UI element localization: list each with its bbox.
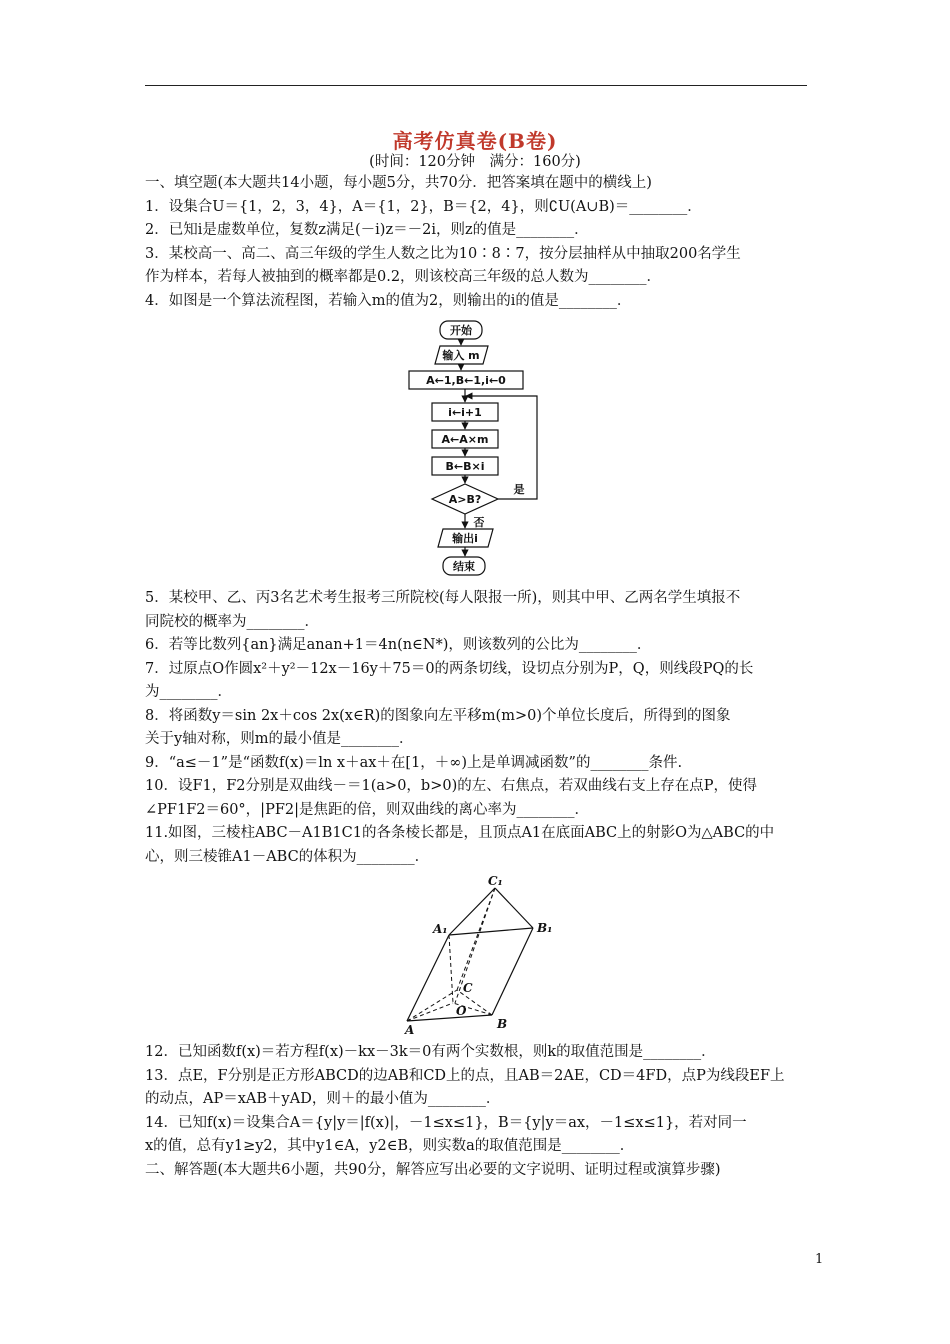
prism-label-a: A xyxy=(405,1023,415,1035)
prism-label-c: C xyxy=(463,981,473,995)
prism-figure xyxy=(145,875,807,1035)
section-heading: 一、填空题(本大题共14小题，每小题5分，共70分．把答案填在题中的横线上) xyxy=(145,175,652,191)
prism-label-c1: C₁ xyxy=(488,875,503,888)
question-line: 9．“a≤－1”是“函数f(x)＝ln x＋ax＋在[1，＋∞)上是单调减函数”的________条件. xyxy=(145,754,683,771)
prism-label-o: O xyxy=(456,1004,467,1018)
question-line: 1．设集合U＝{1，2，3，4}，A＝{1，2}，B＝{2，4}，则∁U(A∪B)＝________． xyxy=(145,198,702,215)
question-line: x的值，总有y1≥y2，其中y1∈A，y2∈B，则实数a的取值范围是________． xyxy=(145,1138,635,1154)
flow-step2-text: A←A×m xyxy=(441,433,489,446)
question-line: ∠PF1F2＝60°，|PF2|是焦距的倍，则双曲线的离心率为________． xyxy=(145,801,589,818)
flow-init-text: A←1,B←1,i←0 xyxy=(426,374,506,387)
flow-step3-text: B←B×i xyxy=(445,460,485,473)
question-line: 12．已知函数f(x)＝若方程f(x)－kx－3k＝0有两个实数根，则k的取值范围是________． xyxy=(145,1044,716,1060)
flow-input-text: 输入 m xyxy=(442,349,480,362)
page-number: 1 xyxy=(815,1252,824,1267)
section-heading: 二、解答题(本大题共6小题，共90分，解答应写出必要的文字说明、证明过程或演算步骤) xyxy=(145,1161,721,1178)
flow-decision-text: A>B? xyxy=(448,493,482,506)
question-line: 3．某校高一、高二、高三年级的学生人数之比为10∶8∶7，按分层抽样从中抽取200名学生 xyxy=(145,245,741,262)
question-line: 为________． xyxy=(145,684,232,700)
question-line: 关于y轴对称，则m的最小值是________． xyxy=(145,731,414,747)
prism-label-a1: A₁ xyxy=(433,922,448,936)
prism-label-b1: B₁ xyxy=(537,921,553,935)
question-line: 4．如图是一个算法流程图，若输入m的值为2，则输出的i的值是________． xyxy=(145,292,632,309)
flow-start-text: 开始 xyxy=(450,324,472,337)
flow-output-text: 输出i xyxy=(452,532,478,545)
question-line: 8．将函数y＝sin 2x＋cos 2x(x∈R)的图象向左平移m(m>0)个单位长度后，所得到的图象 xyxy=(145,707,731,724)
question-line: 14．已知f(x)＝设集合A＝{y|y＝|f(x)|，－1≤x≤1}，B＝{y|y＝ax，－1≤x≤1}，若对同一 xyxy=(145,1114,747,1131)
top-rule xyxy=(145,85,807,86)
flow-yes-label: 是 xyxy=(513,483,525,496)
exam-title: 高考仿真卷(B卷) xyxy=(392,129,558,153)
question-line: 6．若等比数列{an}满足anan+1＝4n(n∈N*)，则该数列的公比为________． xyxy=(145,637,652,653)
question-line: 7．过原点O作圆x²＋y²－12x－16y＋75＝0的两条切线，设切点分别为P，Q，则线段PQ的长 xyxy=(145,660,754,677)
question-line: 11.如图，三棱柱ABC－A1B1C1的各条棱长都是，且顶点A1在底面ABC上的射影O为△ABC的中 xyxy=(145,825,775,841)
question-line: 13．点E，F分别是正方形ABCD的边AB和CD上的点，且AB＝2AE，CD＝4FD，点P为线段EF上 xyxy=(145,1067,785,1084)
flow-end-text: 结束 xyxy=(453,560,475,573)
flow-no-label: 否 xyxy=(473,516,485,529)
question-line: 作为样本，若每人被抽到的概率都是0.2，则该校高三年级的总人数为________． xyxy=(145,269,662,285)
question-line: 10．设F1，F2分别是双曲线－＝1(a>0，b>0)的左、右焦点，若双曲线右支上存在点P，使得 xyxy=(145,778,757,794)
question-line: 2．已知i是虚数单位，复数z满足(－i)z＝－2i，则z的值是________． xyxy=(145,222,589,238)
prism-svg xyxy=(145,875,807,1035)
exam-content xyxy=(145,172,807,1182)
question-line: 心，则三棱锥A1－ABC的体积为________． xyxy=(145,848,430,865)
question-line: 同院校的概率为________． xyxy=(145,613,319,630)
flowchart-figure xyxy=(145,319,807,581)
flow-step1-text: i←i+1 xyxy=(448,406,482,419)
question-line: 5．某校甲、乙、丙3名艺术考生报考三所院校(每人限报一所)，则其中甲、乙两名学生填报不 xyxy=(145,590,741,606)
question-line: 的动点，AP＝xAB＋yAD，则＋的最小值为________． xyxy=(145,1091,501,1107)
exam-subtitle: (时间：120分钟 满分：160分) xyxy=(369,154,581,170)
prism-label-b: B xyxy=(497,1017,508,1031)
flowchart-svg xyxy=(145,319,807,581)
